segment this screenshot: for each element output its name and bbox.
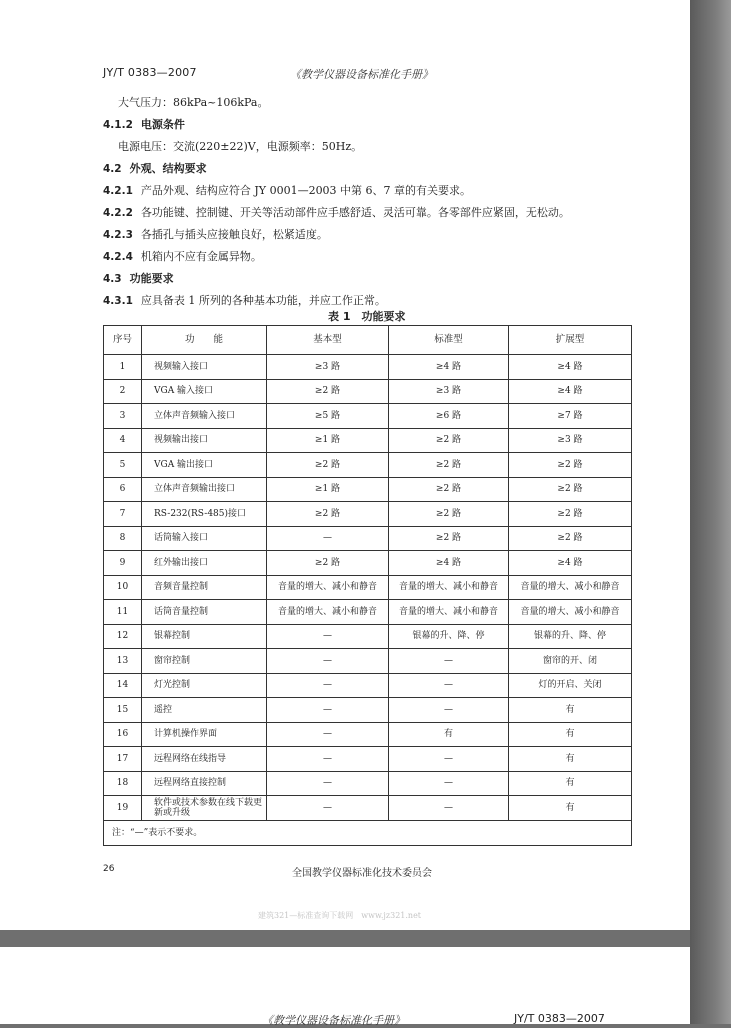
table-cell: —	[267, 747, 389, 772]
section-heading	[103, 162, 207, 176]
body-line	[118, 140, 362, 154]
table-cell: 计算机操作界面	[142, 722, 267, 747]
table-cell: ≥4 路	[509, 355, 632, 380]
table-cell: —	[389, 649, 509, 674]
table-cell: 4	[104, 428, 142, 453]
table-cell: —	[389, 747, 509, 772]
table-cell: RS-232(RS-485)接口	[142, 502, 267, 527]
table-cell: ≥2 路	[509, 526, 632, 551]
table-row	[104, 355, 632, 380]
table-cell: —	[267, 673, 389, 698]
table-cell: 8	[104, 526, 142, 551]
clause-text: 电源条件	[140, 118, 185, 131]
table-row	[104, 404, 632, 429]
clause-text: 电源电压：交流(220±22)V，电源频率：50Hz。	[118, 140, 363, 153]
book-title: 《教学仪器设备标准化手册》	[290, 68, 433, 81]
table-cell: 音量的增大、减小和静音	[509, 575, 632, 600]
body-line	[118, 96, 268, 110]
table-cell: 灯光控制	[142, 673, 267, 698]
table-row	[104, 673, 632, 698]
table-cell: 视频输入接口	[142, 355, 267, 380]
table-cell: 视频输出接口	[142, 428, 267, 453]
table-cell: 银幕控制	[142, 624, 267, 649]
table-cell: —	[267, 526, 389, 551]
table-cell: 有	[509, 747, 632, 772]
table-cell: 17	[104, 747, 142, 772]
table-cell: 5	[104, 453, 142, 478]
table-cell: —	[267, 771, 389, 796]
clause-text: 功能要求	[129, 272, 174, 285]
table-note-row	[104, 820, 632, 845]
table-cell: 音量的增大、减小和静音	[267, 575, 389, 600]
table-cell: 1	[104, 355, 142, 380]
standard-code: JY/T 0383—2007	[103, 66, 197, 79]
table-cell: ≥4 路	[389, 551, 509, 576]
table-cell: 2	[104, 379, 142, 404]
table-cell: 6	[104, 477, 142, 502]
table-cell: ≥3 路	[389, 379, 509, 404]
clause-text: 各功能键、控制键、开关等活动部件应手感舒适、灵活可靠。各零部件应紧固，无松动。	[140, 206, 570, 219]
table-row	[104, 453, 632, 478]
table-cell: 14	[104, 673, 142, 698]
table-cell: ≥2 路	[389, 428, 509, 453]
table-cell: ≥5 路	[267, 404, 389, 429]
table-row	[104, 698, 632, 723]
section-heading	[103, 272, 174, 286]
clause-number: 4.2.4	[103, 251, 133, 263]
table-cell: —	[267, 698, 389, 723]
clause-number: 4.1.2	[103, 119, 133, 131]
table-cell: 遥控	[142, 698, 267, 723]
table-cell: 18	[104, 771, 142, 796]
table-cell: ≥2 路	[509, 477, 632, 502]
table-cell: ≥2 路	[389, 477, 509, 502]
table-cell: ≥4 路	[389, 355, 509, 380]
table-cell: 3	[104, 404, 142, 429]
clause-number: 4.2	[103, 163, 122, 175]
table-note: 注：“—”表示不要求。	[104, 820, 632, 845]
table-cell: VGA 输入接口	[142, 379, 267, 404]
clause-text: 各插孔与插头应接触良好，松紧适度。	[140, 228, 328, 241]
table-cell: ≥2 路	[389, 526, 509, 551]
table-row	[104, 796, 632, 821]
table-cell: 远程网络直接控制	[142, 771, 267, 796]
table-cell: ≥2 路	[267, 502, 389, 527]
table-cell: ≥2 路	[389, 453, 509, 478]
clause-number: 4.3	[103, 273, 122, 285]
body-line	[103, 206, 570, 220]
table-cell: 有	[389, 722, 509, 747]
header-cell: 序号	[104, 326, 142, 355]
clause-text: 产品外观、结构应符合 JY 0001—2003 中第 6、7 章的有关要求。	[140, 184, 472, 197]
table-cell: ≥2 路	[267, 379, 389, 404]
table-cell: 立体声音频输入接口	[142, 404, 267, 429]
table-row	[104, 649, 632, 674]
table-cell: 音频音量控制	[142, 575, 267, 600]
table-cell: ≥3 路	[267, 355, 389, 380]
table-cell: 12	[104, 624, 142, 649]
table-row	[104, 502, 632, 527]
header-cell: 功 能	[142, 326, 267, 355]
table-title: 表 1 功能要求	[328, 310, 406, 323]
table-cell: 音量的增大、减小和静音	[509, 600, 632, 625]
table-cell: 7	[104, 502, 142, 527]
page-number: 26	[103, 864, 115, 874]
table-cell: —	[389, 771, 509, 796]
table-cell: —	[267, 796, 389, 821]
section-heading	[103, 118, 185, 132]
table-cell: 音量的增大、减小和静音	[267, 600, 389, 625]
table-cell: 15	[104, 698, 142, 723]
table-cell: 有	[509, 698, 632, 723]
table-cell: 话筒音量控制	[142, 600, 267, 625]
table-cell: 13	[104, 649, 142, 674]
clause-number: 4.2.1	[103, 185, 133, 197]
table-cell: 窗帘控制	[142, 649, 267, 674]
clause-text: 大气压力：86kPa~106kPa。	[118, 96, 269, 109]
table-cell: 16	[104, 722, 142, 747]
clause-text: 应具备表 1 所列的各种基本功能，并应工作正常。	[140, 294, 386, 307]
table-row	[104, 379, 632, 404]
header-cell: 扩展型	[509, 326, 632, 355]
table-row	[104, 551, 632, 576]
table-cell: VGA 输出接口	[142, 453, 267, 478]
table-cell: 11	[104, 600, 142, 625]
table-cell: ≥2 路	[509, 453, 632, 478]
table-row	[104, 624, 632, 649]
table-cell: 立体声音频输出接口	[142, 477, 267, 502]
clause-number: 4.2.2	[103, 207, 133, 219]
table-cell: 远程网络在线指导	[142, 747, 267, 772]
table-cell: 银幕的升、降、停	[389, 624, 509, 649]
table-row	[104, 575, 632, 600]
table-row	[104, 747, 632, 772]
table-cell: ≥4 路	[509, 551, 632, 576]
table-row	[104, 722, 632, 747]
table-cell: —	[389, 673, 509, 698]
table-cell: ≥7 路	[509, 404, 632, 429]
clause-text: 机箱内不应有金属异物。	[140, 250, 262, 263]
viewer-gutter	[690, 0, 731, 1024]
table-cell: 银幕的升、降、停	[509, 624, 632, 649]
table-cell: ≥6 路	[389, 404, 509, 429]
header-cell: 基本型	[267, 326, 389, 355]
table-cell: 话筒输入接口	[142, 526, 267, 551]
header-cell: 标准型	[389, 326, 509, 355]
table-header-row	[104, 326, 632, 355]
table-cell: ≥2 路	[267, 551, 389, 576]
clause-number: 4.2.3	[103, 229, 133, 241]
committee-name: 全国教学仪器标准化技术委员会	[292, 868, 432, 879]
table-cell: —	[267, 624, 389, 649]
table-cell: 10	[104, 575, 142, 600]
table-cell: 窗帘的开、闭	[509, 649, 632, 674]
table-cell: 音量的增大、减小和静音	[389, 575, 509, 600]
table-cell: —	[389, 698, 509, 723]
body-line	[103, 250, 262, 264]
table-cell: 音量的增大、减小和静音	[389, 600, 509, 625]
watermark: 建筑321—标准查询下载网 www.jz321.net	[258, 911, 422, 920]
table-row	[104, 428, 632, 453]
table-cell: 灯的开启、关闭	[509, 673, 632, 698]
table-cell: 软件或技术参数在线下载更新或升级	[142, 796, 267, 821]
table-cell: 红外输出接口	[142, 551, 267, 576]
table-cell: ≥2 路	[267, 453, 389, 478]
table-cell: —	[389, 796, 509, 821]
table-cell: ≥2 路	[389, 502, 509, 527]
table-cell: ≥4 路	[509, 379, 632, 404]
table-cell: ≥1 路	[267, 477, 389, 502]
table-cell: 有	[509, 771, 632, 796]
next-page-standard-code: JY/T 0383—2007	[514, 1012, 605, 1025]
table-cell: 9	[104, 551, 142, 576]
body-line	[103, 184, 471, 198]
table-cell: —	[267, 722, 389, 747]
table-cell: 有	[509, 722, 632, 747]
table-cell: ≥3 路	[509, 428, 632, 453]
clause-text: 外观、结构要求	[129, 162, 207, 175]
table-row	[104, 477, 632, 502]
table-cell: —	[267, 649, 389, 674]
body-line	[103, 228, 328, 242]
table-row	[104, 600, 632, 625]
body-line	[103, 294, 386, 308]
table-row	[104, 771, 632, 796]
table-cell: 19	[104, 796, 142, 821]
next-page-book-title: 《教学仪器设备标准化手册》	[262, 1014, 405, 1027]
table-cell: 有	[509, 796, 632, 821]
function-requirements-table	[103, 325, 632, 846]
clause-number: 4.3.1	[103, 295, 133, 307]
table-row	[104, 526, 632, 551]
table-cell: ≥2 路	[509, 502, 632, 527]
table-cell: ≥1 路	[267, 428, 389, 453]
